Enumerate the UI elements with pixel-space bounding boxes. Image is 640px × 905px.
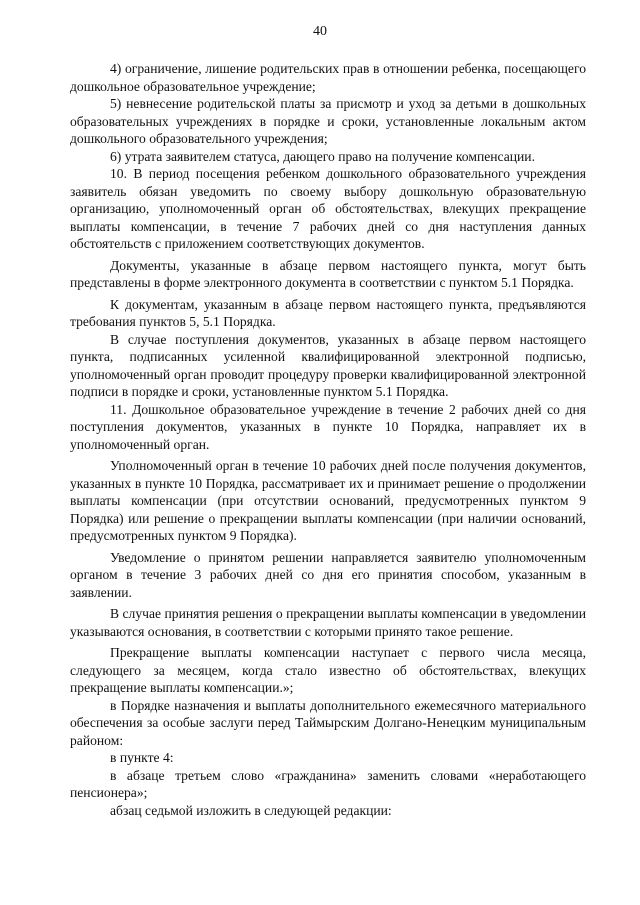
paragraph: абзац седьмой изложить в следующей редакции: — [110, 802, 392, 818]
paragraph: в пункте 4: — [110, 750, 174, 765]
paragraph: В случае принятия решения о прекращении выплаты компенсации в уведомлении указываются основания, в соответствии с которыми принято такое решение. — [70, 606, 586, 639]
paragraph: Документы, указанные в абзаце первом настоящего пункта, могут быть представлены в форме электронного документа в соответствии с пунктом 5.1 Порядка. — [70, 257, 586, 290]
paragraph: Уполномоченный орган в течение 10 рабочих дней после получения документов, указанных в пункте 10 Порядка, рассматривает их и принимает решение о продолжении выплаты компенсации (при отсутствии оснований, предусмотренных пунктом 9 Порядка) или решение о прекращении выплаты компенсации (при наличии оснований, предусмотренных пунктом 9 Порядка). — [70, 458, 586, 543]
paragraph: К документам, указанным в абзаце первом настоящего пункта, предъявляются требования пунктов 5, 5.1 Порядка. — [70, 296, 586, 329]
paragraph: 5) невнесение родительской платы за присмотр и уход за детьми в дошкольных образовательных учреждениях в порядке и сроки, установленные локальным актом дошкольного образовательного учреждения; — [70, 96, 586, 146]
paragraph: Прекращение выплаты компенсации наступает с первого числа месяца, следующего за месяцем, когда стало известно об обстоятельствах, влекущих прекращение выплаты компенсации.»; — [70, 645, 586, 695]
page-number: 40 — [313, 24, 327, 39]
paragraph: 11. Дошкольное образовательное учреждение в течение 2 рабочих дней со дня поступления документов, указанных в пункте 10 Порядка, направляет их в уполномоченный орган. — [70, 401, 586, 452]
document-body — [70, 60, 586, 819]
paragraph: в абзаце третьем слово «гражданина» заменить словами «неработающего пенсионера»; — [70, 767, 586, 800]
paragraph: 4) ограничение, лишение родительских прав в отношении ребенка, посещающего дошкольное образовательное учреждение; — [70, 61, 586, 94]
paragraph: в Порядке назначения и выплаты дополнительного ежемесячного материального обеспечения за особые заслуги перед Таймырским Долгано-Ненецким муниципальным районом: — [70, 697, 586, 748]
paragraph: В случае поступления документов, указанных в абзаце первом настоящего пункта, подписанных усиленной квалифицированной электронной подписью, уполномоченный орган проводит процедуру проверки квалифицированной электронной подписи в порядке и сроки, установленные пунктом 5.1 Порядка. — [70, 331, 586, 399]
paragraph: Уведомление о принятом решении направляется заявителю уполномоченным органом в течение 3 рабочих дней со дня его принятия способом, указанным в заявлении. — [70, 549, 586, 600]
paragraph: 6) утрата заявителем статуса, дающего право на получение компенсации. — [110, 148, 535, 164]
paragraph: 10. В период посещения ребенком дошкольного образовательного учреждения заявитель обязан уведомить по своему выбору дошкольную образовательную организацию, уполномоченный орган об обстоятельствах, влекущих прекращение выплаты компенсации, в течение 7 рабочих дней со дня наступления данных обстоятельств с приложением соответствующих документов. — [70, 166, 586, 251]
